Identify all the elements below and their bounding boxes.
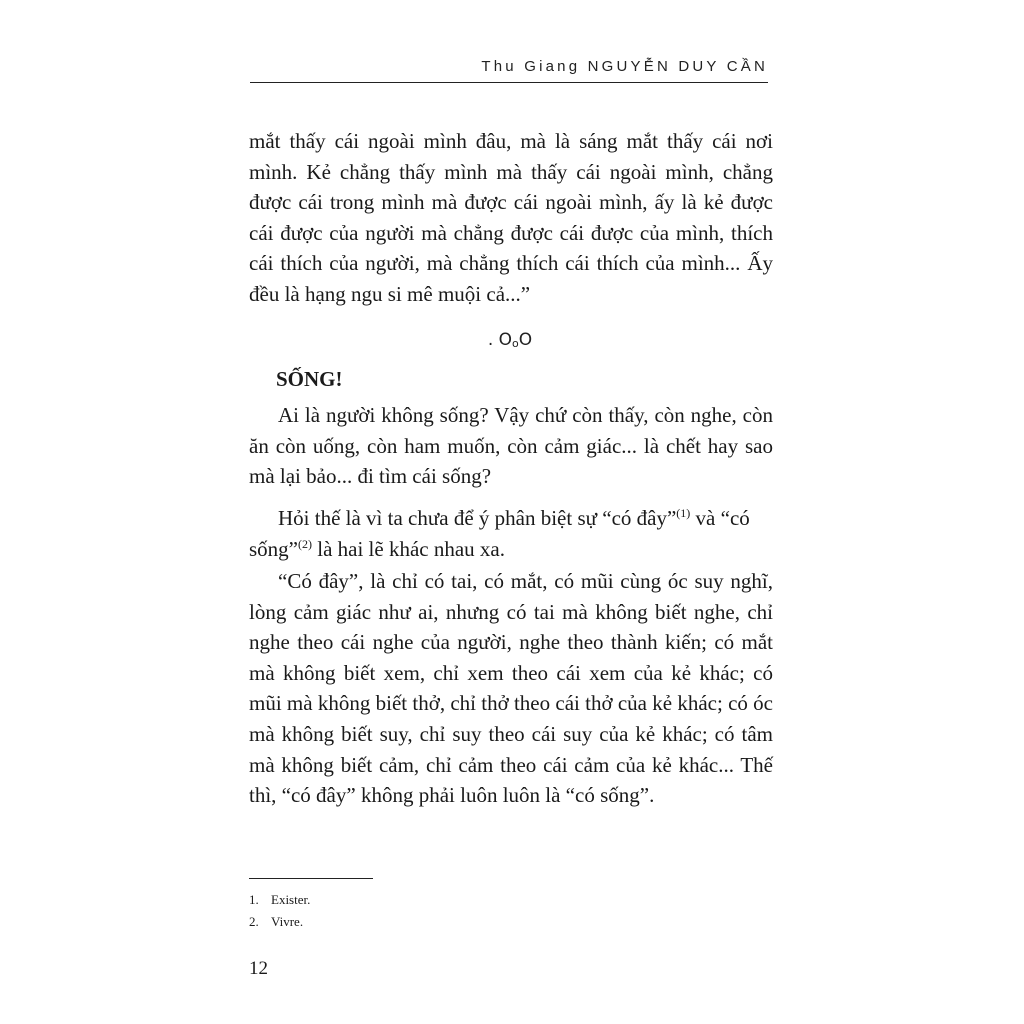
paragraph-2 bbox=[249, 503, 773, 564]
footnote-number: 2. bbox=[249, 914, 259, 929]
footnote-item bbox=[249, 911, 310, 933]
paragraph-2-text bbox=[249, 503, 773, 564]
section-title: SỐNG! bbox=[276, 367, 343, 391]
footnote-text: Vivre. bbox=[271, 914, 304, 929]
footnote-ref-2: (2) bbox=[298, 536, 312, 551]
ornament-dot: . bbox=[487, 330, 494, 350]
continued-paragraph bbox=[249, 126, 773, 310]
paragraph-2-part-1: Hỏi thế là vì ta chưa để ý phân biệt sự “có đây” bbox=[278, 506, 677, 530]
continued-paragraph-text: mắt thấy cái ngoài mình đâu, mà là sáng mắt thấy cái nơi mình. Kẻ chẳng thấy mình mà thấy cái ngoài mình, chẳng được cái trong mình mà được cái ngoài mình, ấy là kẻ được cái được của người mà chẳng được cái được của mình, thích cái thích của người, mà chẳng thích cái thích của mình... Ấy đều là hạng ngu si mê muội cả...” bbox=[249, 129, 773, 306]
ornament-circle-left: O bbox=[498, 330, 513, 350]
ornament-circle-middle: o bbox=[512, 337, 519, 350]
paragraph-3-text: “Có đây”, là chỉ có tai, có mắt, có mũi cùng óc suy nghĩ, lòng cảm giác như ai, nhưng có tai mà không biết nghe, chỉ nghe theo cái nghe của người, nghe theo thành kiến; có mắt mà không biết xem, chỉ xem theo cái xem của kẻ khác; có mũi mà không biết thở, chỉ thở theo cái thở của kẻ khác; có óc mà không biết suy, chỉ suy theo cái suy của kẻ khác; có tâm mà không biết cảm, chỉ cảm theo cái cảm của kẻ khác... Thế thì, “có đây” không phải luôn luôn là “có sống”. bbox=[249, 569, 773, 808]
footnote-text: Exister. bbox=[271, 892, 311, 907]
paragraph-1 bbox=[249, 400, 773, 492]
footnote-rule bbox=[249, 878, 373, 879]
page-number: 12 bbox=[249, 958, 268, 979]
header-rule bbox=[250, 82, 768, 83]
footnote-item bbox=[249, 889, 310, 911]
section-ornament bbox=[470, 330, 550, 350]
running-header: Thu Giang NGUYỄN DUY CẦN bbox=[481, 58, 768, 75]
footnote-number: 1. bbox=[249, 892, 259, 907]
ornament-circle-right: O bbox=[518, 330, 533, 350]
footnote-ref-1: (1) bbox=[676, 506, 691, 520]
paragraph-3 bbox=[249, 566, 773, 811]
footnotes bbox=[249, 889, 310, 933]
paragraph-1-text: Ai là người không sống? Vậy chứ còn thấy, còn nghe, còn ăn còn uống, còn ham muốn, còn cảm giác... là chết hay sao mà lại bảo... đi tìm cái sống? bbox=[249, 403, 773, 489]
paragraph-2-part-2: và “có sống” bbox=[249, 506, 750, 561]
paragraph-2-part-3: là hai lẽ khác nhau xa. bbox=[312, 536, 505, 561]
